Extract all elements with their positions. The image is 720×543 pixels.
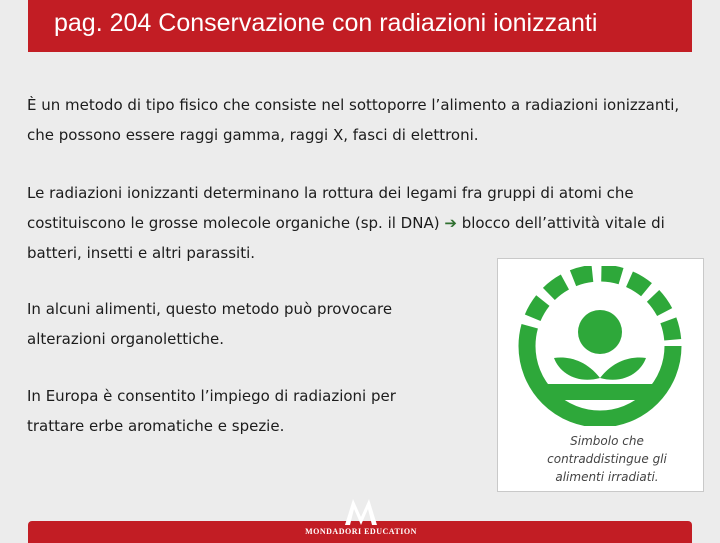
- publisher-name: MONDADORI EDUCATION: [305, 527, 417, 536]
- radura-caption-line1: Simbolo che: [570, 434, 644, 448]
- paragraph-europe: In Europa è consentito l’impiego di radiazioni per trattare erbe aromatiche e spezie.: [27, 387, 396, 435]
- radura-icon: [508, 266, 693, 426]
- paragraph-definition: È un metodo di tipo fisico che consiste nel sottoporre l’alimento a radiazioni ionizzanti, che possono essere raggi gamma, raggi X, fasci di elettroni.: [27, 96, 680, 144]
- radura-logo-panel: [497, 258, 704, 492]
- paragraph-effects-text: Le radiazioni ionizzanti determinano la rottura dei legami fra gruppi di atomi che costituiscono le grosse molecole organiche (sp. il DNA): [27, 184, 634, 232]
- paragraph-effects: [27, 178, 697, 268]
- publisher-logo: [286, 493, 436, 540]
- arrow-right-icon: ➔: [444, 214, 457, 232]
- title-bar: [28, 0, 692, 52]
- paragraph-effects-result: blocco dell’attività vitale di batteri, insetti e altri parassiti.: [27, 214, 665, 262]
- paragraph-alterations: In alcuni alimenti, questo metodo può provocare alterazioni organolettiche.: [27, 300, 393, 348]
- radura-caption-line2: contraddistingue gli: [547, 452, 667, 466]
- page-title: pag. 204 Conservazione con radiazioni ionizzanti: [54, 9, 598, 37]
- radura-caption-line3: alimenti irradiati.: [555, 470, 659, 484]
- radura-caption: [512, 432, 702, 486]
- mondadori-m-icon: [341, 495, 381, 527]
